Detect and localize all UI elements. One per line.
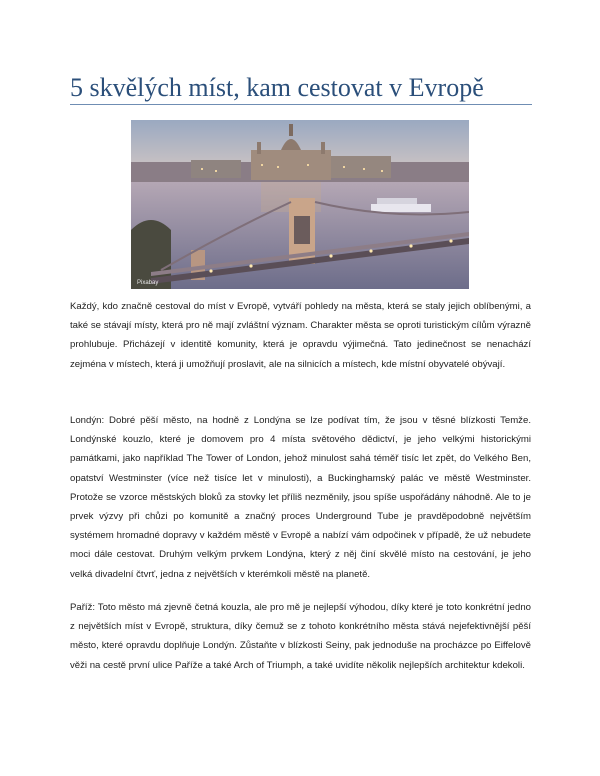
page-title: 5 skvělých míst, kam cestovat v Evropě: [70, 73, 484, 102]
image-watermark: Pixabay: [137, 280, 159, 286]
budapest-bridge-photo: [131, 120, 469, 289]
title-underline: [70, 104, 532, 105]
intro-paragraph: Každý, kdo značně cestoval do míst v Evropě, vytváří pohledy na města, která se staly jejich oblíbenými, a také se stávají místy, která pro ně mají zvláštní význam. Charakter města se oproti turistickým cílům výrazně prohlubuje. Přicházejí v identitě komunity, která je opravdu výjimečná. Tato jedinečnost se nenachází zejména v místech, která ji umožňují proslavit, ale na silnicích a místech, kde místní obyvatelé obývají.: [70, 301, 531, 370]
london-paragraph: Londýn: Dobré pěší město, na hodně z Londýna se lze podívat tím, že jsou v těsné blízkosti Temže. Londýnské kouzlo, které je domovem pro 4 místa světového dědictví, je jeho velkými historickými památkami, jako například The Tower of London, jehož minulost sahá téměř tisíc let zpět, do Velkého Ben, opatství Westminster (více než tisíce let v minulosti), a Buckinghamský palác ve městě Westminster. Protože se vzorce městských bloků za stovky let příliš nezměnily, jsou spíše uspořádány náhodně. Ale to je prvek výzvy při chůzi po komunitě a značný proces Underground Tube je pravděpodobně největším systémem hromadné dopravy v každém městě v Evropě a nabízí vám odpočinek v případě, že už nebudete moci dále cestovat. Druhým velkým prvkem Londýna, který z něj činí skvělé místo na cestování, je jeho velká divadelní čtvrť, jedna z největších v kterémkoli městě na planetě.: [70, 415, 531, 580]
paris-paragraph: Paříž: Toto město má zjevně četná kouzla, ale pro mě je nejlepší výhodou, díky které je toto konkrétní jedno z největších míst v Evropě, struktura, díky čemuž se z tohoto konkrétního města stává nejefektivnější pěší město, které opravdu doplňuje Londýn. Zůstaňte v blízkosti Seiny, pak jednoduše na procházce po Eiffelově věži na cestě první ulice Paříže a také Arch of Triumph, a také uvidíte několik nejlepších architektur kdekoli.: [70, 602, 531, 671]
